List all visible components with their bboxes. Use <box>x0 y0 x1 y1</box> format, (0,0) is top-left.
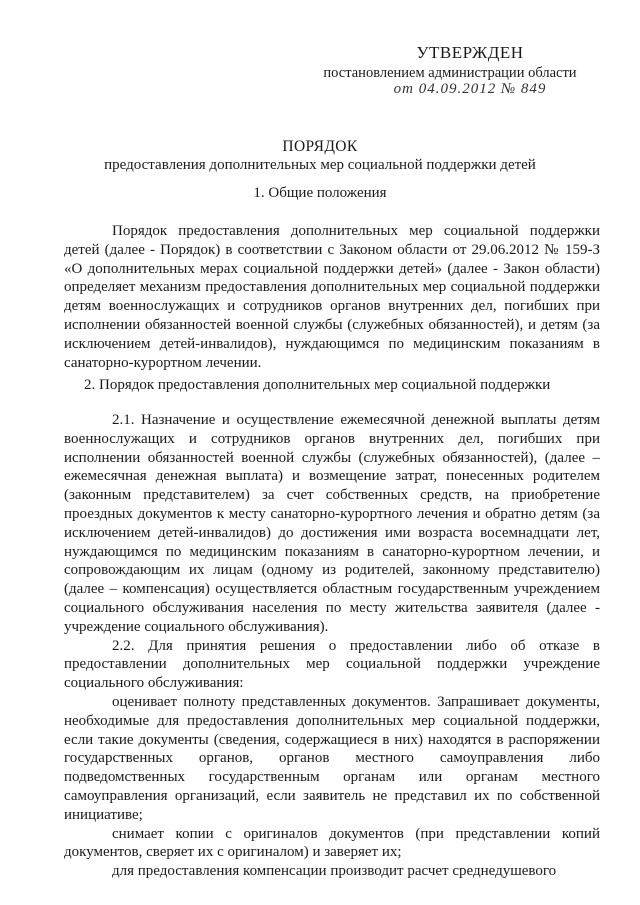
document-title: ПОРЯДОК <box>282 138 358 155</box>
paragraph-2-2-item-3: для предоставления компенсации производит расчет среднедушевого <box>112 863 557 880</box>
section-1-heading: 1. Общие положения <box>253 185 387 201</box>
paragraph-2-2-item-1: оценивает полноту представленных документов. Запрашивает документы, необходимые для предоставления дополнительных мер социальной поддержки, если такие документы (сведения, содержащиеся в них) находятся в распоряжении государственных органов, органов местного самоуправления либо подведомственных государственным органам или органам местного самоуправления организаций, если заявитель не представил их по собственной инициативе; <box>64 693 600 823</box>
document-subtitle: предоставления дополнительных мер социальной поддержки детей <box>104 157 536 173</box>
section-1-body <box>64 222 600 372</box>
paragraph-2-2-item-2: снимает копии с оригиналов документов (при представлении копий документов, сверяет их с оригиналом) и заверяет их; <box>64 825 600 861</box>
approval-handwritten-date-number: от 04.09.2012 № 849 <box>393 81 547 97</box>
approval-title: УТВЕРЖДЕН <box>416 43 524 62</box>
section-2-heading: 2. Порядок предоставления дополнительных мер социальной поддержки <box>84 377 551 393</box>
approval-subtitle: постановлением администрации области <box>323 65 577 81</box>
section-2-body <box>64 411 600 881</box>
paragraph-2-2: 2.2. Для принятия решения о предоставлении либо об отказе в предоставлении дополнительных мер социальной поддержки учреждение социального обслуживания: <box>64 637 600 692</box>
section-1-paragraph: Порядок предоставления дополнительных мер социальной поддержки детей (далее - Порядок) в соответствии с Законом области от 29.06.2012 № 159-З «О дополнительных мерах социальной поддержки детей» (далее - Закон области) определяет механизм предоставления дополнительных мер социальной поддержки детям военнослужащих и сотрудников органов внутренних дел, погибших при исполнении обязанностей военной службы (служебных обязанностей), и детям (за исключением детей-инвалидов), нуждающимся по медицинским показаниям в санаторно-курортном лечении. <box>64 223 600 371</box>
paragraph-2-1: 2.1. Назначение и осуществление ежемесячной денежной выплаты детям военнослужащих и сотрудников органов внутренних дел, погибших при исполнении обязанностей военной службы (служебных обязанностей), (далее – ежемесячная денежная выплата) и возмещение затрат, понесенных родителем (законным представителем) за счет собственных средств, на приобретение проездных документов к месту санаторно-курортного лечения и обратно детям (за исключением детей-инвалидов) до достижения ими возраста восемнадцати лет, нуждающимся по медицинским показаниям в санаторно-курортном лечении, и сопровождающим их лицам (одному из родителей, законному представителю) (далее – компенсация) осуществляется областным государственным учреждением социального обслуживания населения по месту жительства заявителя (далее - учреждение социального обслуживания). <box>64 412 600 635</box>
approval-stamp <box>300 44 600 98</box>
